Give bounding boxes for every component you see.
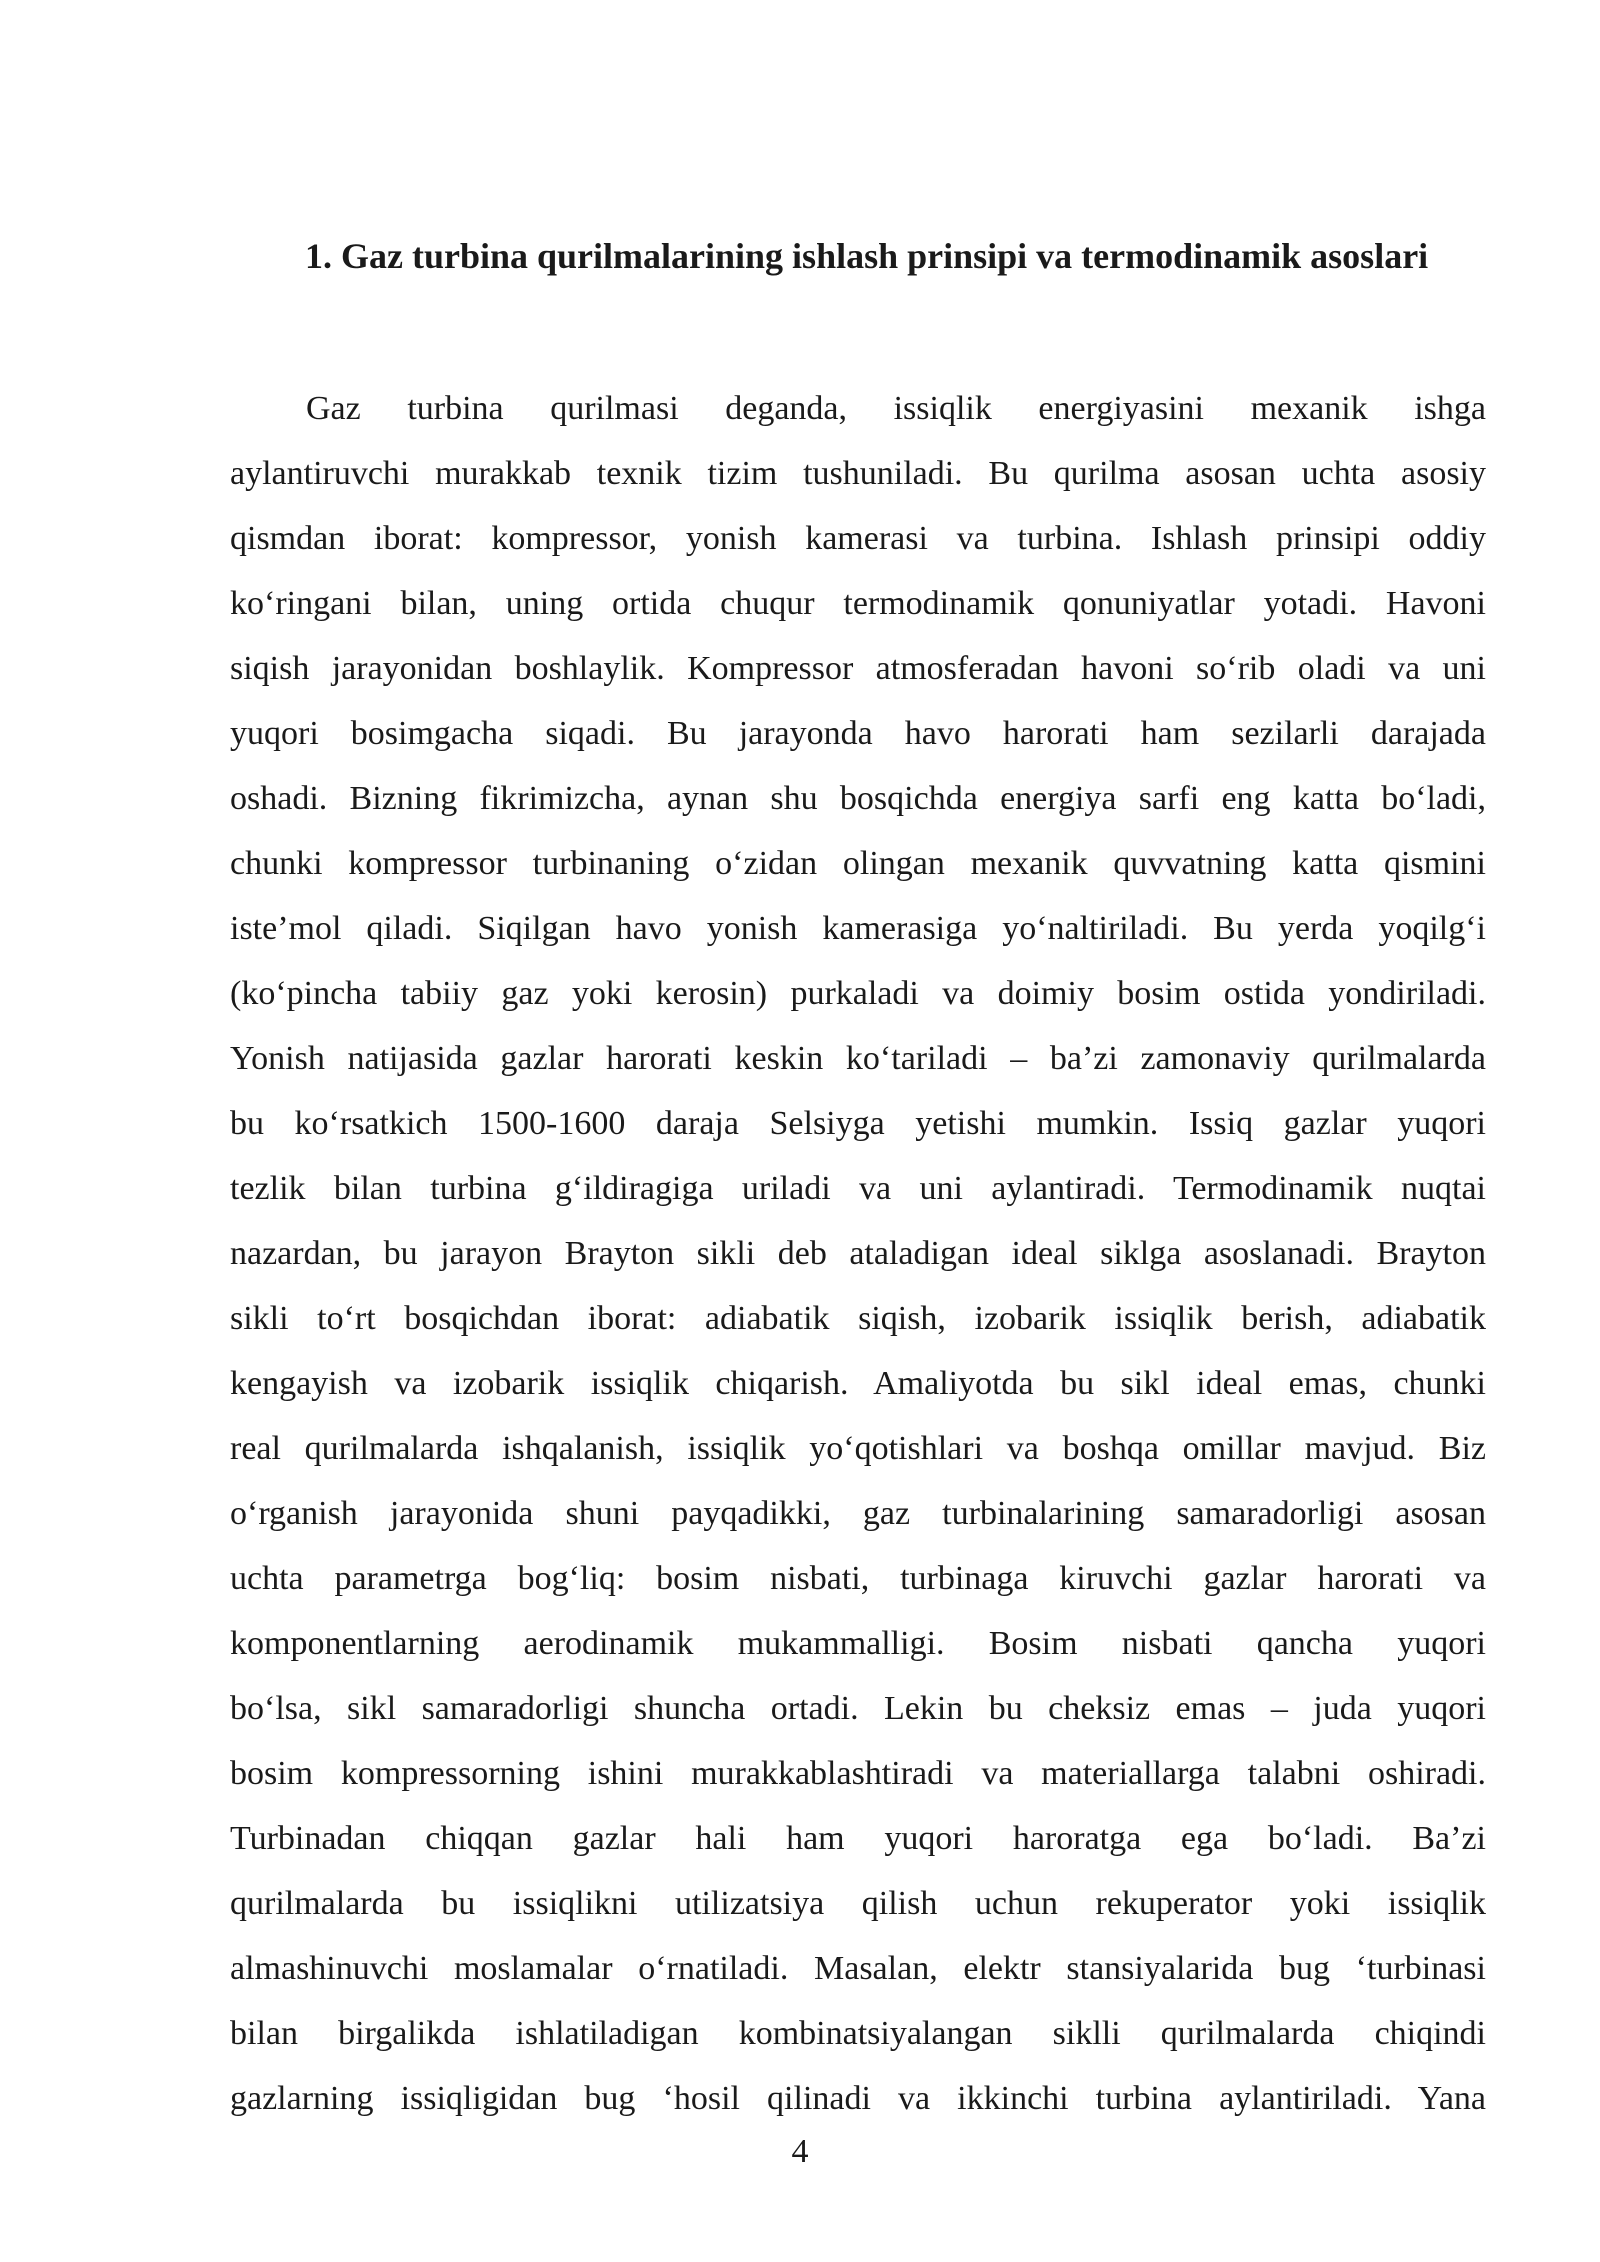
paragraph-line: kengayish va izobarik issiqlik chiqarish. Amaliyotda bu sikl ideal emas, chunki (230, 1365, 1486, 1402)
paragraph-line: bo‘lsa, sikl samaradorligi shuncha ortadi. Lekin bu cheksiz emas – juda yuqori (230, 1690, 1486, 1727)
paragraph-line: tezlik bilan turbina g‘ildiragiga uriladi va uni aylantiradi. Termodinamik nuqtai (230, 1170, 1486, 1207)
paragraph-line: qurilmalarda bu issiqlikni utilizatsiya qilish uchun rekuperator yoki issiqlik (230, 1885, 1486, 1922)
paragraph-line: komponentlarning aerodinamik mukammalligi. Bosim nisbati qancha yuqori (230, 1625, 1486, 1662)
paragraph-line: aylantiruvchi murakkab texnik tizim tushuniladi. Bu qurilma asosan uchta asosiy (230, 455, 1486, 492)
paragraph-line: Turbinadan chiqqan gazlar hali ham yuqori haroratga ega bo‘ladi. Ba’zi (230, 1820, 1486, 1857)
paragraph-line: oshadi. Bizning fikrimizcha, aynan shu bosqichda energiya sarfi eng katta bo‘ladi, (230, 780, 1486, 817)
paragraph-line: (ko‘pincha tabiiy gaz yoki kerosin) purkaladi va doimiy bosim ostida yondiriladi. (230, 975, 1486, 1012)
paragraph-line: sikli to‘rt bosqichdan iborat: adiabatik siqish, izobarik issiqlik berish, adiabatik (230, 1300, 1486, 1337)
paragraph-line: ko‘ringani bilan, uning ortida chuqur termodinamik qonuniyatlar yotadi. Havoni (230, 585, 1486, 622)
paragraph-line: bilan birgalikda ishlatiladigan kombinatsiyalangan siklli qurilmalarda chiqindi (230, 2015, 1486, 2052)
paragraph-line: qismdan iborat: kompressor, yonish kamerasi va turbina. Ishlash prinsipi oddiy (230, 520, 1486, 557)
paragraph-line: o‘rganish jarayonida shuni payqadikki, gaz turbinalarining samaradorligi asosan (230, 1495, 1486, 1532)
paragraph-line: Gaz turbina qurilmasi deganda, issiqlik energiyasini mexanik ishga (306, 390, 1486, 427)
paragraph-line: iste’mol qiladi. Siqilgan havo yonish kamerasiga yo‘naltiriladi. Bu yerda yoqilg‘i (230, 910, 1486, 947)
paragraph-line: real qurilmalarda ishqalanish, issiqlik yo‘qotishlari va boshqa omillar mavjud. Biz (230, 1430, 1486, 1467)
paragraph-line: nazardan, bu jarayon Brayton sikli deb ataladigan ideal siklga asoslanadi. Brayton (230, 1235, 1486, 1272)
paragraph-line: uchta parametrga bog‘liq: bosim nisbati, turbinaga kiruvchi gazlar harorati va (230, 1560, 1486, 1597)
paragraph-line: bu ko‘rsatkich 1500-1600 daraja Selsiyga yetishi mumkin. Issiq gazlar yuqori (230, 1105, 1486, 1142)
body-paragraph (230, 376, 1486, 2131)
paragraph-line: Yonish natijasida gazlar harorati keskin ko‘tariladi – ba’zi zamonaviy qurilmalarda (230, 1040, 1486, 1077)
page-number: 4 (791, 2133, 809, 2170)
paragraph-line: gazlarning issiqligidan bug ‘hosil qilinadi va ikkinchi turbina aylantiriladi. Yana (230, 2080, 1486, 2117)
paragraph-line: almashinuvchi moslamalar o‘rnatiladi. Masalan, elektr stansiyalarida bug ‘turbinasi (230, 1950, 1486, 1987)
paragraph-line: bosim kompressorning ishini murakkablashtiradi va materiallarga talabni oshiradi. (230, 1755, 1486, 1792)
section-heading: 1. Gaz turbina qurilmalarining ishlash prinsipi va termodinamik asoslari (305, 236, 1429, 276)
paragraph-line: siqish jarayonidan boshlaylik. Kompressor atmosferadan havoni so‘rib oladi va uni (230, 650, 1486, 687)
paragraph-line: yuqori bosimgacha siqadi. Bu jarayonda havo harorati ham sezilarli darajada (230, 715, 1486, 752)
paragraph-line: chunki kompressor turbinaning o‘zidan olingan mexanik quvvatning katta qismini (230, 845, 1486, 882)
